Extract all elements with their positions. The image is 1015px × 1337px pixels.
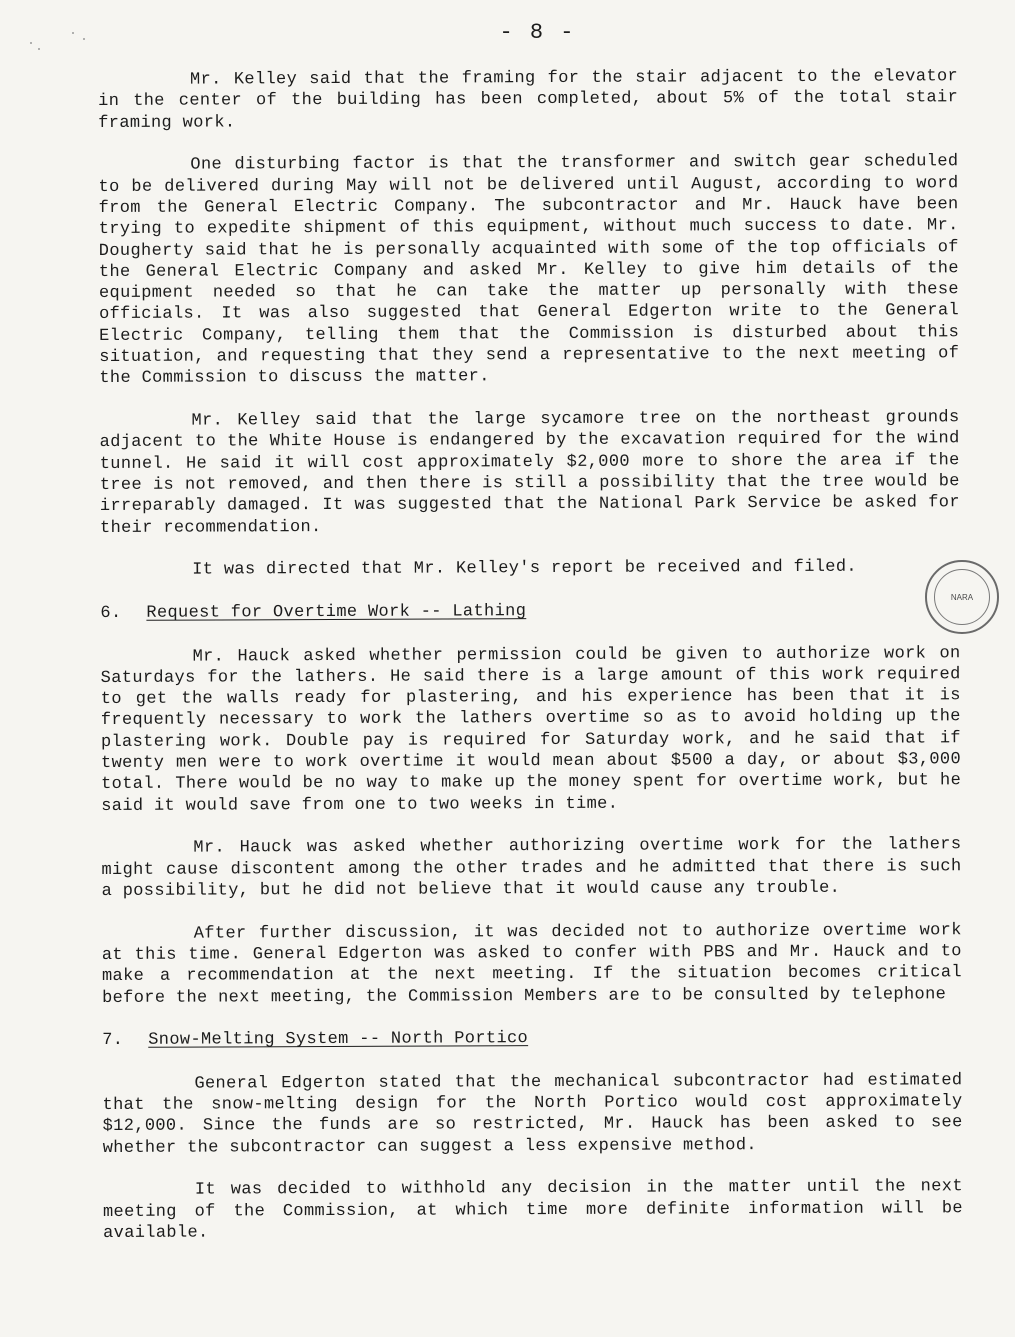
section-heading-snow-melting	[102, 1027, 962, 1052]
archive-stamp-inner: NARA	[934, 569, 990, 625]
page-number: - 8 -	[499, 20, 576, 45]
paragraph-stair-framing: Mr. Kelley said that the framing for the stair adjacent to the elevator in the center of the building has been completed, about 5% of the total stair framing work.	[98, 67, 959, 133]
paragraph-report-filed: It was directed that Mr. Kelley's report be received and filed.	[192, 558, 857, 581]
section-heading-overtime	[100, 599, 960, 624]
paragraph-overtime-decision: After further discussion, it was decided not to authorize overtime work at this time. General Edgerton was asked to confer with PBS and Mr. Hauck and to make a recommendation at the next meeting. If the situation becomes critical before the next meeting, the Commission Members are to be consulted by telephone	[101, 921, 962, 1008]
speck	[38, 48, 40, 50]
memo-body	[98, 66, 963, 1266]
paragraph-sycamore-tree: Mr. Kelley said that the large sycamore tree on the northeast grounds adjacent to the White House is endangered by the excavation required for the wind tunnel. He said it will cost approximately $2,000 more to shore the area if the tree is not removed, and then there is still a possibility that the tree would be irreparably damaged. It was suggested that the National Park Service be asked for their recommendation.	[99, 408, 960, 538]
paragraph-snow-melting-decision: It was decided to withhold any decision in the matter until the next meeting of the Commission, at which time more definite information will be available.	[102, 1177, 964, 1244]
section-number: 7.	[102, 1031, 124, 1051]
paragraph-overtime-discontent: Mr. Hauck was asked whether authorizing overtime work for the lathers might cause discontent among the other trades and he admitted that there is such a possibility, but he did not believe that it would cause any trouble.	[101, 835, 962, 901]
section-title: Snow-Melting System -- North Portico	[148, 1029, 529, 1051]
section-number: 6.	[100, 604, 122, 624]
section-title: Request for Overtime Work -- Lathing	[146, 602, 527, 624]
paragraph-transformer-delay: One disturbing factor is that the transformer and switch gear scheduled to be delivered during May will not be delivered until August, according to word from the General Electric Company. The subcontractor and Mr. Hauck have been trying to expedite shipment of this equipment, without much success to date. Mr. Dougherty said that he is personally acquainted with some of the top officials of the General Electric Company and asked Mr. Kelley to give him details of the equipment needed so that he can take the matter up personally with these officials. It was also suggested that General Edgerton write to the General Electric Company, telling them that the Commission is disturbed about this situation, and requesting that they send a representative to the next meeting of the Commission to discuss the matter.	[98, 152, 960, 389]
paragraph-overtime-request: Mr. Hauck asked whether permission could be given to authorize work on Saturdays for the lathers. He said there is a large amount of this work required to get the walls ready for plastering, and his experience has been that it is frequently necessary to work the lathers overtime so as to avoid holding up the plastering work. Double pay is required for Saturday work, and he said that if twenty men were to work overtime it would mean about $500 a day, or about $3,000 total. There would be no way to make up the money spent for overtime work, but he said it would save from one to two weeks in time.	[100, 643, 962, 816]
paragraph-snow-melting-estimate: General Edgerton stated that the mechanical subcontractor had estimated that the snow-melting design for the North Portico would cost approximately $12,000. Since the funds are so restricted, Mr. Hauck has been asked to see whether the subcontractor can suggest a less expensive method.	[102, 1071, 963, 1158]
